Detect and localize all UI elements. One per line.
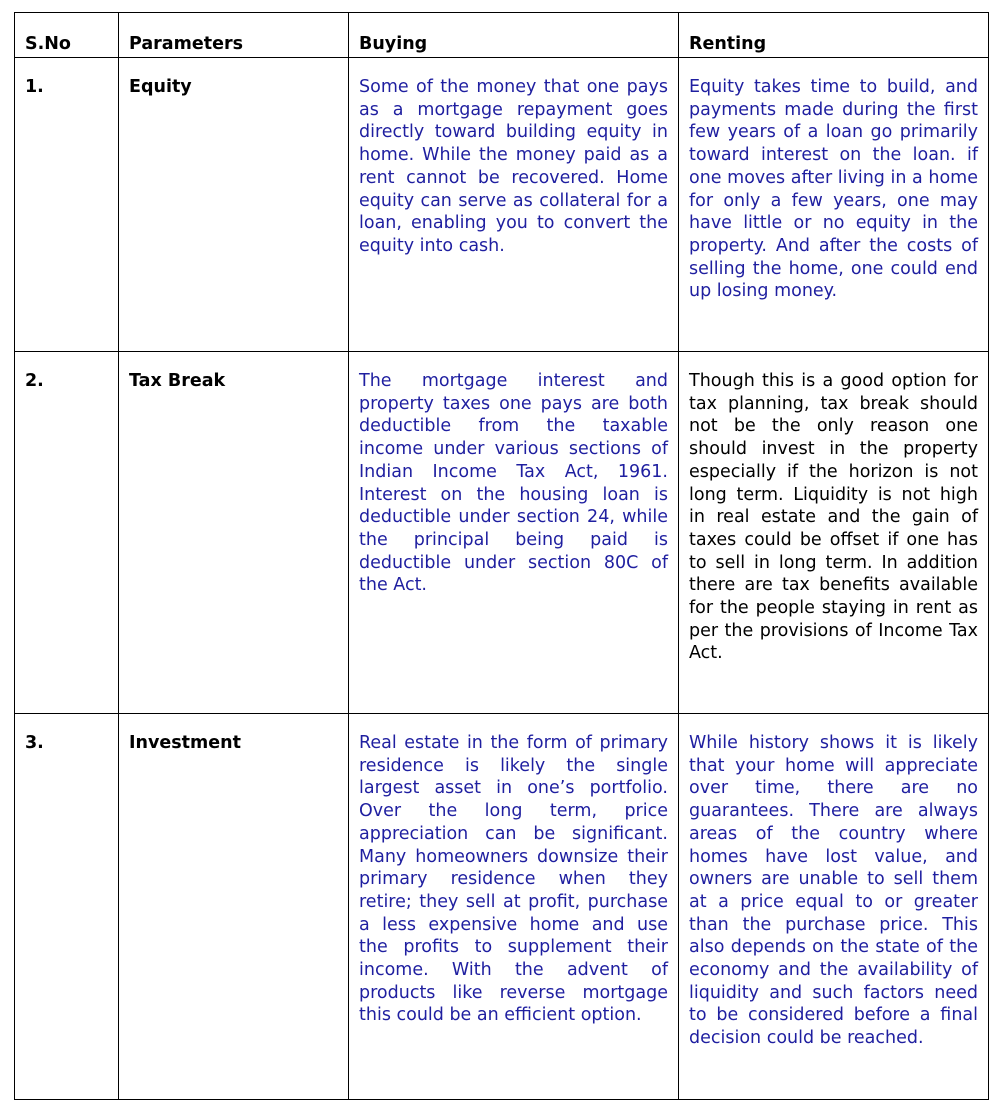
header-parameters: Parameters (119, 13, 349, 58)
table-row (15, 352, 989, 714)
header-sno: S.No (15, 13, 119, 58)
row-sno: 2. (15, 352, 119, 714)
row-parameter: Equity (119, 58, 349, 352)
buy-vs-rent-table (14, 12, 989, 1100)
row-renting-text: While history shows it is likely that your home will appreciate over time, there are no guarantees. There are always areas of the country where homes have lost value, and owners are unable to sell them at a price equal to or greater than the purchase price. This also depends on the state of the economy and the availability of liquidity and such factors need to be considered before a final decision could be reached. (679, 714, 989, 1100)
row-renting-text: Equity takes time to build, and payments made during the first few years of a loan go primarily toward interest on the loan. if one moves after living in a home for only a few years, one may have little or no equity in the property. And after the costs of selling the home, one could end up losing money. (679, 58, 989, 352)
row-buying-text: Real estate in the form of primary residence is likely the single largest asset in one’s portfolio. Over the long term, price appreciation can be significant. Many homeowners downsize their primary residence when they retire; they sell at profit, purchase a less expensive home and use the profits to supplement their income. With the advent of products like reverse mortgage this could be an efficient option. (349, 714, 679, 1100)
row-parameter: Tax Break (119, 352, 349, 714)
header-row (15, 13, 989, 58)
row-buying-text: The mortgage interest and property taxes one pays are both deductible from the taxable income under various sections of Indian Income Tax Act, 1961. Interest on the housing loan is deductible under section 24, while the principal being paid is deductible under section 80C of the Act. (349, 352, 679, 714)
table-row (15, 58, 989, 352)
row-parameter: Investment (119, 714, 349, 1100)
row-sno: 3. (15, 714, 119, 1100)
document-page (14, 12, 988, 1100)
header-renting: Renting (679, 13, 989, 58)
row-renting-text: Though this is a good option for tax planning, tax break should not be the only reason one should invest in the property especially if the horizon is not long term. Liquidity is not high in real estate and the gain of taxes could be offset if one has to sell in long term. In addition there are tax benefits available for the people staying in rent as per the provisions of Income Tax Act. (679, 352, 989, 714)
row-sno: 1. (15, 58, 119, 352)
table-row (15, 714, 989, 1100)
header-buying: Buying (349, 13, 679, 58)
row-buying-text: Some of the money that one pays as a mortgage repayment goes directly toward building equity in home. While the money paid as a rent cannot be recovered. Home equity can serve as collateral for a loan, enabling you to convert the equity into cash. (349, 58, 679, 352)
